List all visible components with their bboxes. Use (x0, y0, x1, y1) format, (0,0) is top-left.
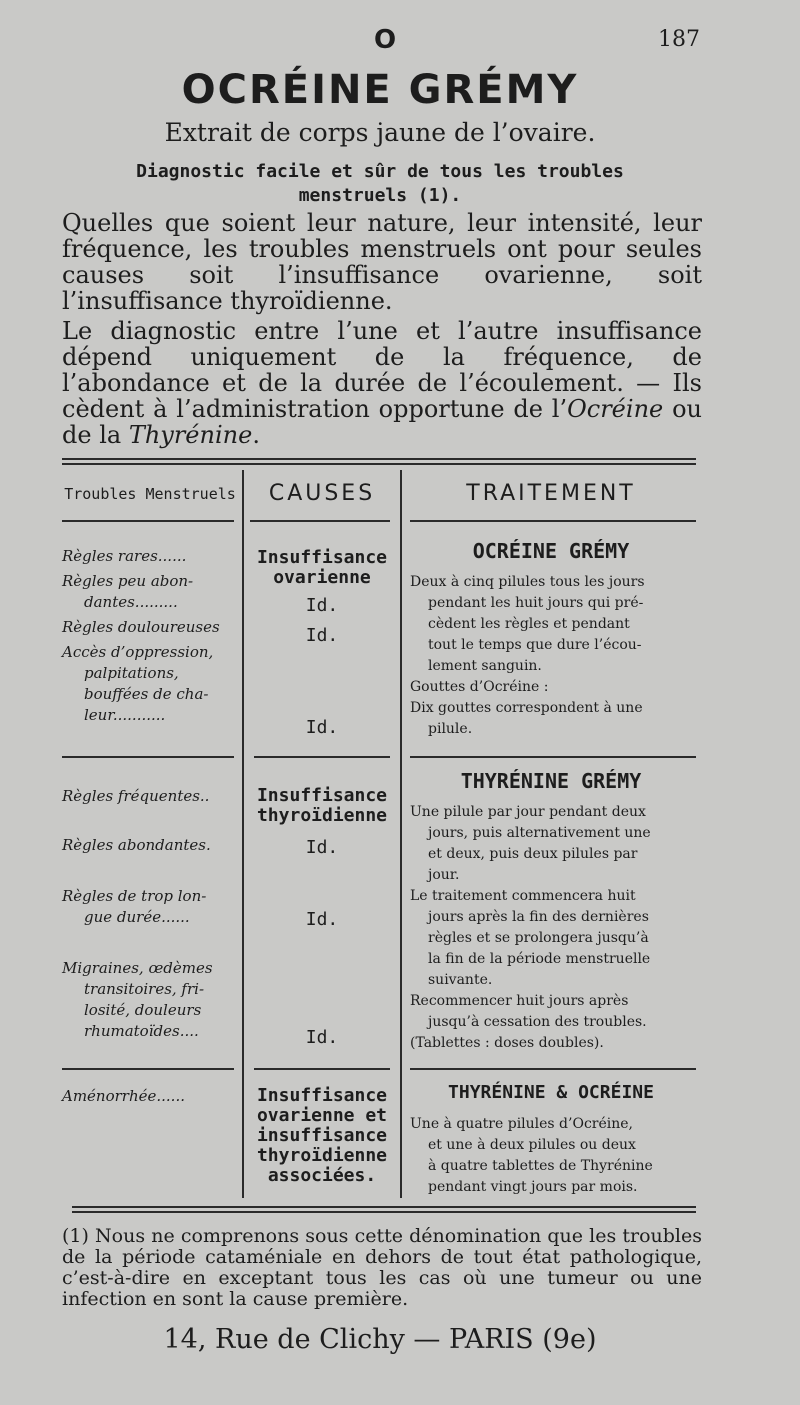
row-rule (254, 756, 390, 758)
table-bottom-rule-2 (72, 1211, 696, 1213)
treatment-text-2: Une pilule par jour pendant deux jours, puis alternativement une et deux, puis deux pilules par jour. Le traitement commencera huit jours après la fin des dernières règles et se prolongera jusqu’à la fin de la période menstruelle suivante. Recommencer huit jours après jusqu’à cessation des troubles. (Tablettes : doses doubles). (410, 804, 651, 1051)
treatment-text-3: Une à quatre pilules d’Ocréine, et une à deux pilules ou deux à quatre tablettes de Thyrénine pendant vingt jours par mois. (410, 1116, 653, 1195)
row-rule (62, 756, 234, 758)
symptoms-group-2: Règles fréquentes.. Règles abondantes. Règles de trop lon- gue durée...... Migraines, œdèmes transitoires, fri- losité, douleurs rhumatoïdes.... (62, 787, 213, 1040)
cause-group-2: Insuffisance thyroïdienne (256, 785, 388, 826)
row-rule (410, 756, 696, 758)
symptoms-group-1: Règles rares...... Règles peu abon- dantes......... Règles douloureuses Accès d’oppression, palpitations, bouffées de cha- leur........... (62, 547, 220, 724)
header-symptoms: Troubles Menstruels (64, 485, 236, 503)
section-mark: O (373, 25, 397, 55)
row-rule (254, 1068, 390, 1070)
cause-group-3: Insuffisance ovarienne et insuffisance thyroïdienne associées. (256, 1085, 388, 1186)
cause-id: Id. (305, 909, 339, 930)
row-rule (62, 1068, 234, 1070)
table-top-rule (62, 458, 696, 460)
page-title: OCRÉINE GRÉMY (181, 67, 579, 113)
address: 14, Rue de Clichy — PARIS (9e) (163, 1324, 597, 1355)
page-number: 187 (658, 27, 700, 52)
subtitle: Extrait de corps jaune de l’ovaire. (164, 118, 596, 147)
treatment-title-1: OCRÉINE GRÉMY (472, 539, 630, 563)
cause-id: Id. (305, 1027, 339, 1048)
cause-id: Id. (305, 595, 339, 616)
footnote: (1) Nous ne comprenons sous cette dénomination que les troubles de la période cataméniale en dehors de tout état pathologique, c’est-à-dire en exceptant tous les cas où une tumeur ou une infection en sont la cause première. (62, 1225, 702, 1310)
header-rule-1 (62, 520, 234, 522)
table-divider-2 (400, 470, 402, 1198)
tagline: Diagnostic facile et sûr de tous les troubles menstruels (1). (136, 161, 624, 206)
symptoms-group-3: Aménorrhée...... (62, 1087, 185, 1105)
table-top-rule-2 (62, 463, 696, 465)
header-rule-2 (250, 520, 390, 522)
cause-group-1: Insuffisance ovarienne (256, 547, 388, 588)
treatment-title-3: THYRÉNINE & OCRÉINE (448, 1082, 654, 1103)
header-treatment: TRAITEMENT (466, 481, 636, 506)
intro-paragraph-2: Le diagnostic entre l’une et l’autre insuffisance dépend uniquement de la fréquence, de l’abondance et de la durée de l’écoulement. — Ils cèdent à l’administration opportune de l’Ocréine ou de la Thyrénine. (62, 317, 702, 449)
row-rule (410, 1068, 696, 1070)
table-divider-1 (242, 470, 244, 1198)
header-rule-3 (410, 520, 696, 522)
treatment-text-1: Deux à cinq pilules tous les jours pendant les huit jours qui pré- cèdent les règles et pendant tout le temps que dure l’écou- lement sanguin. Gouttes d’Ocréine : Dix gouttes correspondent à une pilule. (410, 574, 645, 737)
cause-id: Id. (305, 625, 339, 646)
intro-paragraph-1: Quelles que soient leur nature, leur intensité, leur fréquence, les troubles menstruels ont pour seules causes soit l’insuffisance ovarienne, soit l’insuffisance thyroïdienne. (62, 209, 702, 315)
treatment-title-2: THYRÉNINE GRÉMY (460, 769, 642, 793)
cause-id: Id. (305, 837, 339, 858)
table-bottom-rule (72, 1206, 696, 1208)
cause-id: Id. (305, 717, 339, 738)
header-causes: CAUSES (268, 481, 376, 506)
